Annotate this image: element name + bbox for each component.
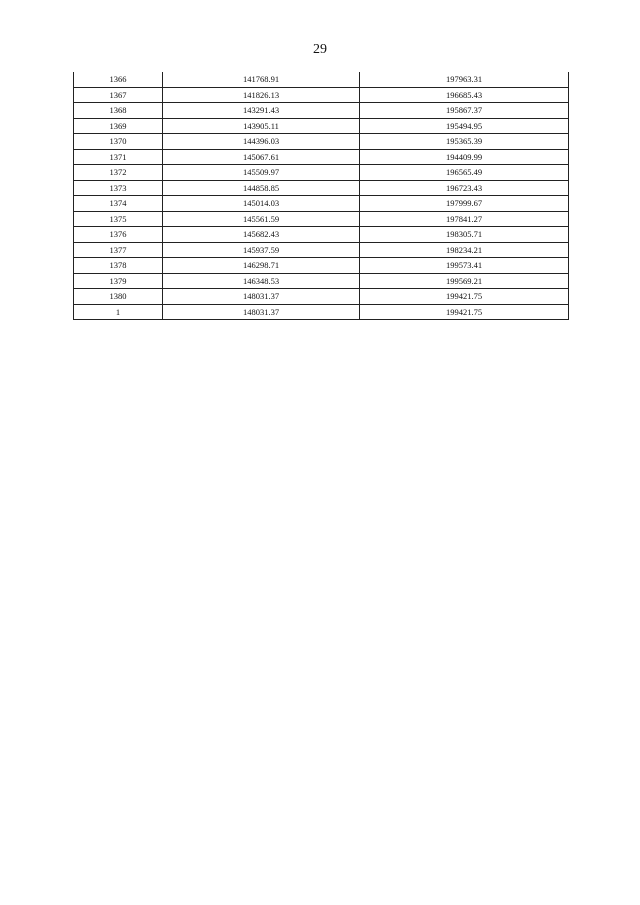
x-coordinate-cell: 143905.11 xyxy=(163,118,360,134)
point-number-cell: 1370 xyxy=(74,134,163,150)
point-number-cell: 1 xyxy=(74,304,163,320)
table-row xyxy=(74,258,569,274)
y-coordinate-cell: 199569.21 xyxy=(360,273,569,289)
x-coordinate-cell: 141768.91 xyxy=(163,72,360,87)
x-coordinate-cell: 145561.59 xyxy=(163,211,360,227)
y-coordinate-cell: 197963.31 xyxy=(360,72,569,87)
table-row xyxy=(74,103,569,119)
x-coordinate-cell: 146298.71 xyxy=(163,258,360,274)
table-row xyxy=(74,273,569,289)
point-number-cell: 1371 xyxy=(74,149,163,165)
x-coordinate-cell: 144858.85 xyxy=(163,180,360,196)
point-number-cell: 1369 xyxy=(74,118,163,134)
table-row xyxy=(74,87,569,103)
x-coordinate-cell: 143291.43 xyxy=(163,103,360,119)
point-number-cell: 1379 xyxy=(74,273,163,289)
table-row xyxy=(74,134,569,150)
y-coordinate-cell: 195867.37 xyxy=(360,103,569,119)
table-row xyxy=(74,227,569,243)
y-coordinate-cell: 199421.75 xyxy=(360,289,569,305)
point-number-cell: 1372 xyxy=(74,165,163,181)
y-coordinate-cell: 197841.27 xyxy=(360,211,569,227)
point-number-cell: 1374 xyxy=(74,196,163,212)
y-coordinate-cell: 198234.21 xyxy=(360,242,569,258)
y-coordinate-cell: 195365.39 xyxy=(360,134,569,150)
x-coordinate-cell: 148031.37 xyxy=(163,289,360,305)
table-row xyxy=(74,211,569,227)
y-coordinate-cell: 196685.43 xyxy=(360,87,569,103)
point-number-cell: 1368 xyxy=(74,103,163,119)
point-number-cell: 1375 xyxy=(74,211,163,227)
table-row xyxy=(74,72,569,87)
point-number-cell: 1377 xyxy=(74,242,163,258)
point-number-cell: 1366 xyxy=(74,72,163,87)
coordinates-table xyxy=(73,72,569,320)
table-row xyxy=(74,196,569,212)
y-coordinate-cell: 198305.71 xyxy=(360,227,569,243)
y-coordinate-cell: 196723.43 xyxy=(360,180,569,196)
y-coordinate-cell: 195494.95 xyxy=(360,118,569,134)
x-coordinate-cell: 145937.59 xyxy=(163,242,360,258)
y-coordinate-cell: 199573.41 xyxy=(360,258,569,274)
table-row xyxy=(74,289,569,305)
y-coordinate-cell: 196565.49 xyxy=(360,165,569,181)
x-coordinate-cell: 141826.13 xyxy=(163,87,360,103)
x-coordinate-cell: 145509.97 xyxy=(163,165,360,181)
x-coordinate-cell: 148031.37 xyxy=(163,304,360,320)
x-coordinate-cell: 145014.03 xyxy=(163,196,360,212)
table-row xyxy=(74,304,569,320)
y-coordinate-cell: 194409.99 xyxy=(360,149,569,165)
x-coordinate-cell: 144396.03 xyxy=(163,134,360,150)
y-coordinate-cell: 197999.67 xyxy=(360,196,569,212)
x-coordinate-cell: 145067.61 xyxy=(163,149,360,165)
table-row xyxy=(74,165,569,181)
point-number-cell: 1380 xyxy=(74,289,163,305)
table-row xyxy=(74,180,569,196)
table-row xyxy=(74,149,569,165)
point-number-cell: 1373 xyxy=(74,180,163,196)
table-row xyxy=(74,242,569,258)
table-row xyxy=(74,118,569,134)
y-coordinate-cell: 199421.75 xyxy=(360,304,569,320)
coordinates-table-body xyxy=(74,72,569,320)
page-number: 29 xyxy=(313,42,327,57)
point-number-cell: 1378 xyxy=(74,258,163,274)
x-coordinate-cell: 146348.53 xyxy=(163,273,360,289)
point-number-cell: 1376 xyxy=(74,227,163,243)
point-number-cell: 1367 xyxy=(74,87,163,103)
x-coordinate-cell: 145682.43 xyxy=(163,227,360,243)
